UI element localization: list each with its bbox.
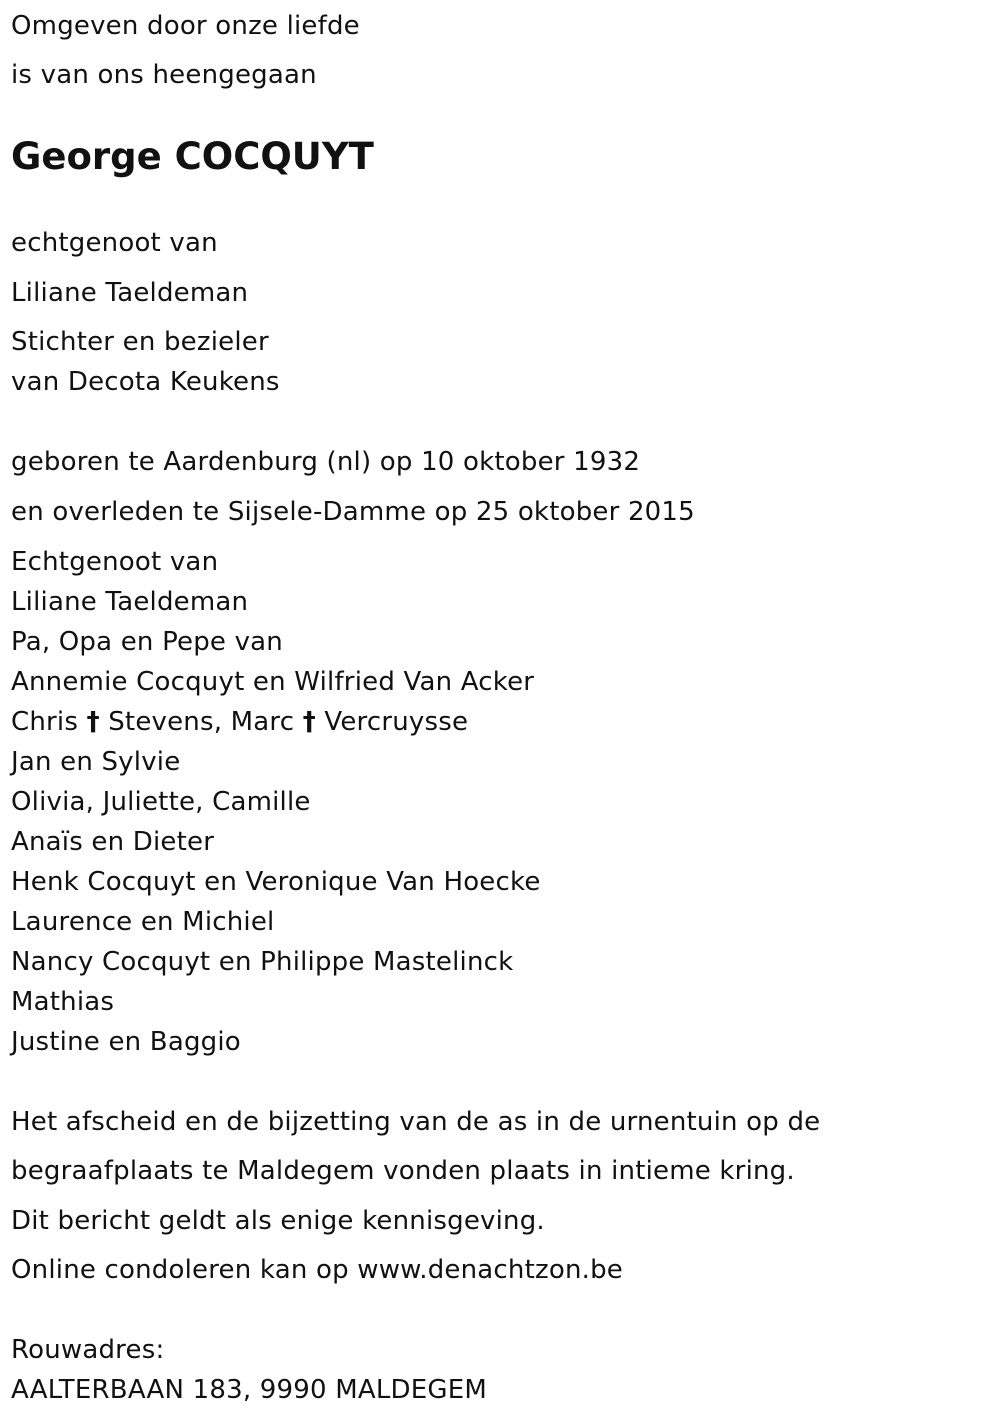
family-line-3: Pa, Opa en Pepe van	[11, 627, 283, 657]
death-line: en overleden te Sijsele-Damme op 25 oktober 2015	[11, 497, 695, 527]
address-label: Rouwadres:	[11, 1335, 165, 1365]
closing-line-4: Online condoleren kan op www.denachtzon.be	[11, 1255, 623, 1285]
spouse-name: Liliane Taeldeman	[11, 278, 249, 308]
family-line-6: Jan en Sylvie	[11, 747, 181, 777]
closing-line-2: begraafplaats te Maldegem vonden plaats in intieme kring.	[11, 1156, 795, 1186]
family-line-8: Anaïs en Dieter	[11, 827, 215, 857]
closing-line-3: Dit bericht geldt als enige kennisgeving.	[11, 1206, 545, 1236]
birth-line: geboren te Aardenburg (nl) op 10 oktober 1932	[11, 447, 641, 477]
family-line-12: Mathias	[11, 987, 115, 1017]
family-line-5-part-a: Chris	[11, 707, 87, 737]
intro-line-1: Omgeven door onze liefde	[11, 11, 360, 41]
intro-line-2: is van ons heengegaan	[11, 60, 317, 90]
role-line-1: Stichter en bezieler	[11, 327, 269, 357]
family-line-5-part-c: Vercruysse	[315, 707, 469, 737]
family-line-1: Echtgenoot van	[11, 547, 219, 577]
address-value: AALTERBAAN 183, 9990 MALDEGEM	[11, 1375, 487, 1405]
closing-line-1: Het afscheid en de bijzetting van de as in de urnentuin op de	[11, 1107, 821, 1137]
deceased-cross-icon: †	[86, 707, 100, 737]
family-line-13: Justine en Baggio	[11, 1027, 241, 1057]
family-line-4: Annemie Cocquyt en Wilfried Van Acker	[11, 667, 535, 697]
family-line-2: Liliane Taeldeman	[11, 587, 249, 617]
family-line-10: Laurence en Michiel	[11, 907, 275, 937]
deceased-cross-icon: †	[302, 707, 316, 737]
family-line-5	[11, 706, 468, 738]
spouse-label: echtgenoot van	[11, 228, 218, 258]
role-line-2: van Decota Keukens	[11, 367, 280, 397]
family-line-7: Olivia, Juliette, Camille	[11, 787, 311, 817]
family-line-5-part-b: Stevens, Marc	[99, 707, 303, 737]
family-line-9: Henk Cocquyt en Veronique Van Hoecke	[11, 867, 541, 897]
family-line-11: Nancy Cocquyt en Philippe Mastelinck	[11, 947, 514, 977]
deceased-name: George COCQUYT	[11, 135, 374, 178]
